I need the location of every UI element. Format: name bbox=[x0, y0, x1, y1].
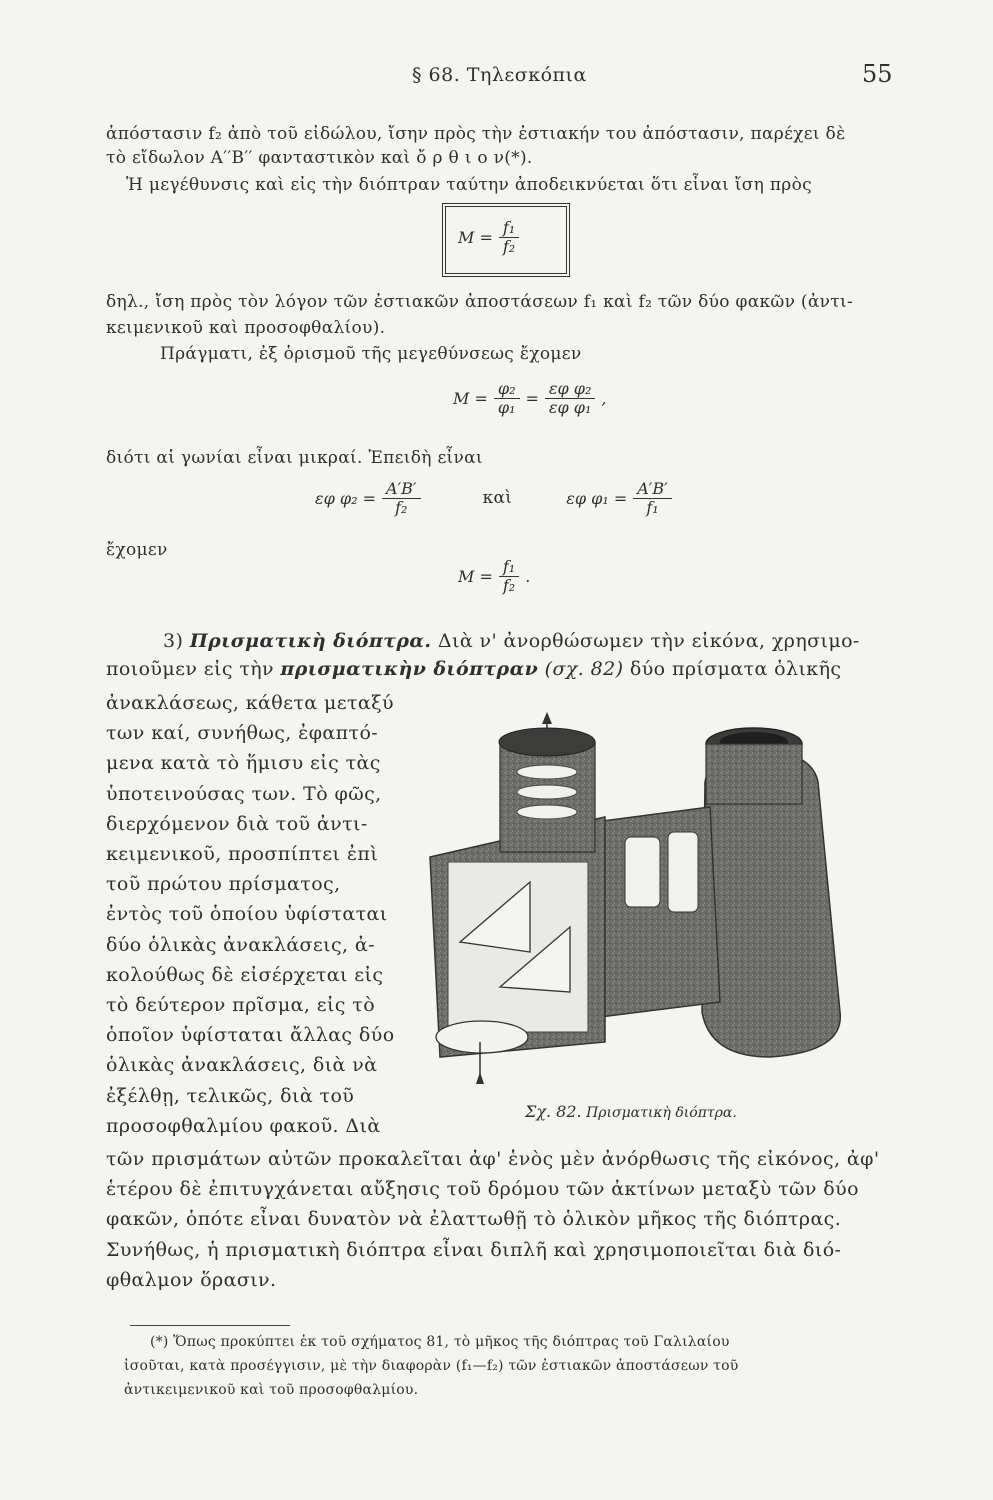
formula-numerator: A′B′ bbox=[633, 480, 672, 499]
text-line: τὸ εἴδωλον A′′B′′ φανταστικὸν καὶ ὄ ρ θ ι ο ν(*). bbox=[106, 148, 533, 168]
section-title: Πρισματικὴ διόπτρα. bbox=[189, 630, 432, 652]
running-header: § 68. Τηλεσκόπια bbox=[412, 64, 587, 86]
paragraph bbox=[106, 1144, 879, 1295]
text-line: κολούθως δὲ εἰσέρχεται εἰς bbox=[106, 963, 384, 986]
formula-denominator: f₂ bbox=[395, 497, 408, 517]
text-line: μενα κατὰ τὸ ἥμισυ εἰς τὰς bbox=[106, 752, 381, 775]
text-line: κειμενικοῦ, προσπίπτει ἐπὶ bbox=[106, 843, 379, 866]
text-line bbox=[106, 658, 841, 680]
formula-tangents bbox=[315, 480, 672, 516]
text-line: ὑποτεινούσας των. Τὸ φῶς, bbox=[106, 782, 382, 805]
text-line: Ἡ μεγέθυνσις καὶ εἰς τὴν διόπτραν ταύτην ἀποδεικνύεται ὅτι εἶναι ἴση πρὸς bbox=[126, 175, 812, 195]
text-line: Συνήθως, ἡ πρισματικὴ διόπτρα εἶναι διπλῆ καὶ χρησιμοποιεῖται διὰ διό- bbox=[106, 1238, 842, 1261]
bridge-window bbox=[625, 837, 660, 907]
footnote-line: (*) Ὅπως προκύπτει ἐκ τοῦ σχήματος 81, τὸ μῆκος τῆς διόπτρας τοῦ Γαλιλαίου bbox=[150, 1334, 730, 1350]
text-fragment: ποιοῦμεν εἰς τὴν bbox=[106, 658, 274, 680]
formula-punct: , bbox=[601, 388, 607, 408]
text-line: ἔχομεν bbox=[106, 540, 168, 560]
formula-punct: . bbox=[525, 566, 531, 586]
page-number: 55 bbox=[862, 60, 893, 88]
text-line: προσοφθαλμίου φακοῦ. Διὰ bbox=[106, 1114, 381, 1137]
left-eyepiece bbox=[499, 728, 595, 756]
text-line: φθαλμον ὅρασιν. bbox=[106, 1268, 277, 1291]
figure-reference: (σχ. 82) bbox=[544, 658, 624, 680]
emphasized-term: πρισματικὴν διόπτραν bbox=[280, 658, 539, 680]
formula-equals: = bbox=[525, 388, 539, 408]
formula-denominator: εφ φ₁ bbox=[548, 397, 592, 417]
text-line: κειμενικοῦ καὶ προσοφθαλίου). bbox=[106, 318, 386, 338]
bridge-window bbox=[668, 832, 698, 912]
formula-lhs: M = bbox=[458, 227, 493, 247]
formula-lhs: εφ φ₁ = bbox=[566, 488, 628, 508]
text-line: ἀνακλάσεως, κάθετα μεταξύ bbox=[106, 692, 394, 714]
footnote-line: ἰσοῦται, κατὰ προσέγγισιν, μὲ τὴν διαφορὰν (f₁—f₂) τῶν ἐστιακῶν ἀποστάσεων τοῦ bbox=[124, 1358, 739, 1374]
arrow-up-icon bbox=[542, 712, 552, 724]
text-line: διότι αἱ γωνίαι εἶναι μικραί. Ἐπειδὴ εἶναι bbox=[106, 448, 483, 468]
binoculars-illustration bbox=[420, 712, 890, 1092]
wrapped-text-column bbox=[106, 688, 395, 1141]
formula-magnification bbox=[453, 380, 607, 416]
footnote-rule bbox=[130, 1325, 290, 1326]
formula-numerator: f₁ bbox=[499, 558, 519, 577]
text-line: τὸ δεύτερον πρῖσμα, εἰς τὸ bbox=[106, 994, 376, 1017]
text-line: φακῶν, ὁπότε εἶναι δυνατὸν νὰ ἐλαττωθῇ τὸ ὁλικὸν μῆκος τῆς διόπτρας. bbox=[106, 1208, 842, 1231]
figure-caption-text: Πρισματικὴ διόπτρα. bbox=[586, 1105, 737, 1121]
formula-box bbox=[445, 206, 567, 274]
formula-numerator: φ₂ bbox=[494, 380, 520, 399]
formula-result bbox=[458, 558, 530, 594]
text-fragment: Διὰ ν' ἀνορθώσωμεν τὴν εἰκόνα, χρησιμο- bbox=[437, 630, 860, 652]
text-line: Πράγματι, ἐξ ὁρισμοῦ τῆς μεγεθύνσεως ἔχομεν bbox=[160, 344, 582, 364]
formula-conjunction: καὶ bbox=[482, 488, 513, 509]
text-fragment: δύο πρίσματα ὁλικῆς bbox=[629, 658, 842, 680]
formula-denominator: f₂ bbox=[502, 236, 516, 256]
formula-lhs: εφ φ₂ = bbox=[315, 488, 376, 508]
text-line: ἐξέλθῃ, τελικῶς, διὰ τοῦ bbox=[106, 1084, 355, 1107]
section-number: 3) bbox=[163, 630, 184, 652]
text-line: ἀπόστασιν f₂ ἀπὸ τοῦ εἰδώλου, ἴσην πρὸς τὴν ἐστιακήν του ἀπόστασιν, παρέχει δὲ bbox=[106, 124, 846, 144]
arrow-up-icon bbox=[476, 1072, 484, 1084]
right-eyepiece-tube bbox=[706, 744, 802, 804]
figure-caption bbox=[525, 1102, 737, 1121]
text-line: ὁλικὰς ἀνακλάσεις, διὰ νὰ bbox=[106, 1054, 378, 1077]
formula-numerator: A′B′ bbox=[382, 480, 421, 499]
text-line: δύο ὁλικὰς ἀνακλάσεις, ἀ- bbox=[106, 933, 375, 956]
text-line: των καί, συνήθως, ἐφαπτό- bbox=[106, 722, 379, 745]
formula-lhs: M = bbox=[453, 388, 488, 408]
eyepiece-lens bbox=[517, 765, 577, 779]
text-line: δηλ., ἴση πρὸς τὸν λόγον τῶν ἐστιακῶν ἀποστάσεων f₁ καὶ f₂ τῶν δύο φακῶν (ἀντι- bbox=[106, 292, 853, 312]
objective-lens bbox=[436, 1021, 528, 1053]
formula-lhs: M = bbox=[458, 566, 493, 586]
eyepiece-lens bbox=[517, 785, 577, 799]
text-line: τοῦ πρώτου πρίσματος, bbox=[106, 873, 341, 896]
footnote-line: ἀντικειμενικοῦ καὶ τοῦ προσοφθαλμίου. bbox=[124, 1382, 419, 1398]
text-line: ἐντὸς τοῦ ὁποίου ὑφίσταται bbox=[106, 903, 388, 926]
section-heading-line bbox=[163, 630, 860, 652]
formula-numerator: f₁ bbox=[499, 219, 519, 238]
text-line: ὁποῖον ὑφίσταται ἄλλας δύο bbox=[106, 1024, 395, 1047]
formula-denominator: f₁ bbox=[646, 497, 659, 517]
figure-label: Σχ. 82. bbox=[525, 1102, 582, 1121]
formula-numerator: εφ φ₂ bbox=[545, 380, 596, 399]
text-line: διερχόμενον διὰ τοῦ ἀντι- bbox=[106, 812, 368, 835]
text-line: τῶν πρισμάτων αὐτῶν προκαλεῖται ἀφ' ἑνὸς μὲν ἀνόρθωσις τῆς εἰκόνος, ἀφ' bbox=[106, 1148, 880, 1170]
eyepiece-lens bbox=[517, 805, 577, 819]
formula-denominator: f₂ bbox=[502, 575, 516, 595]
formula-denominator: φ₁ bbox=[497, 397, 516, 417]
text-line: ἑτέρου δὲ ἐπιτυγχάνεται αὔξησις τοῦ δρόμου τῶν ἀκτίνων μεταξὺ τῶν δύο bbox=[106, 1178, 859, 1201]
